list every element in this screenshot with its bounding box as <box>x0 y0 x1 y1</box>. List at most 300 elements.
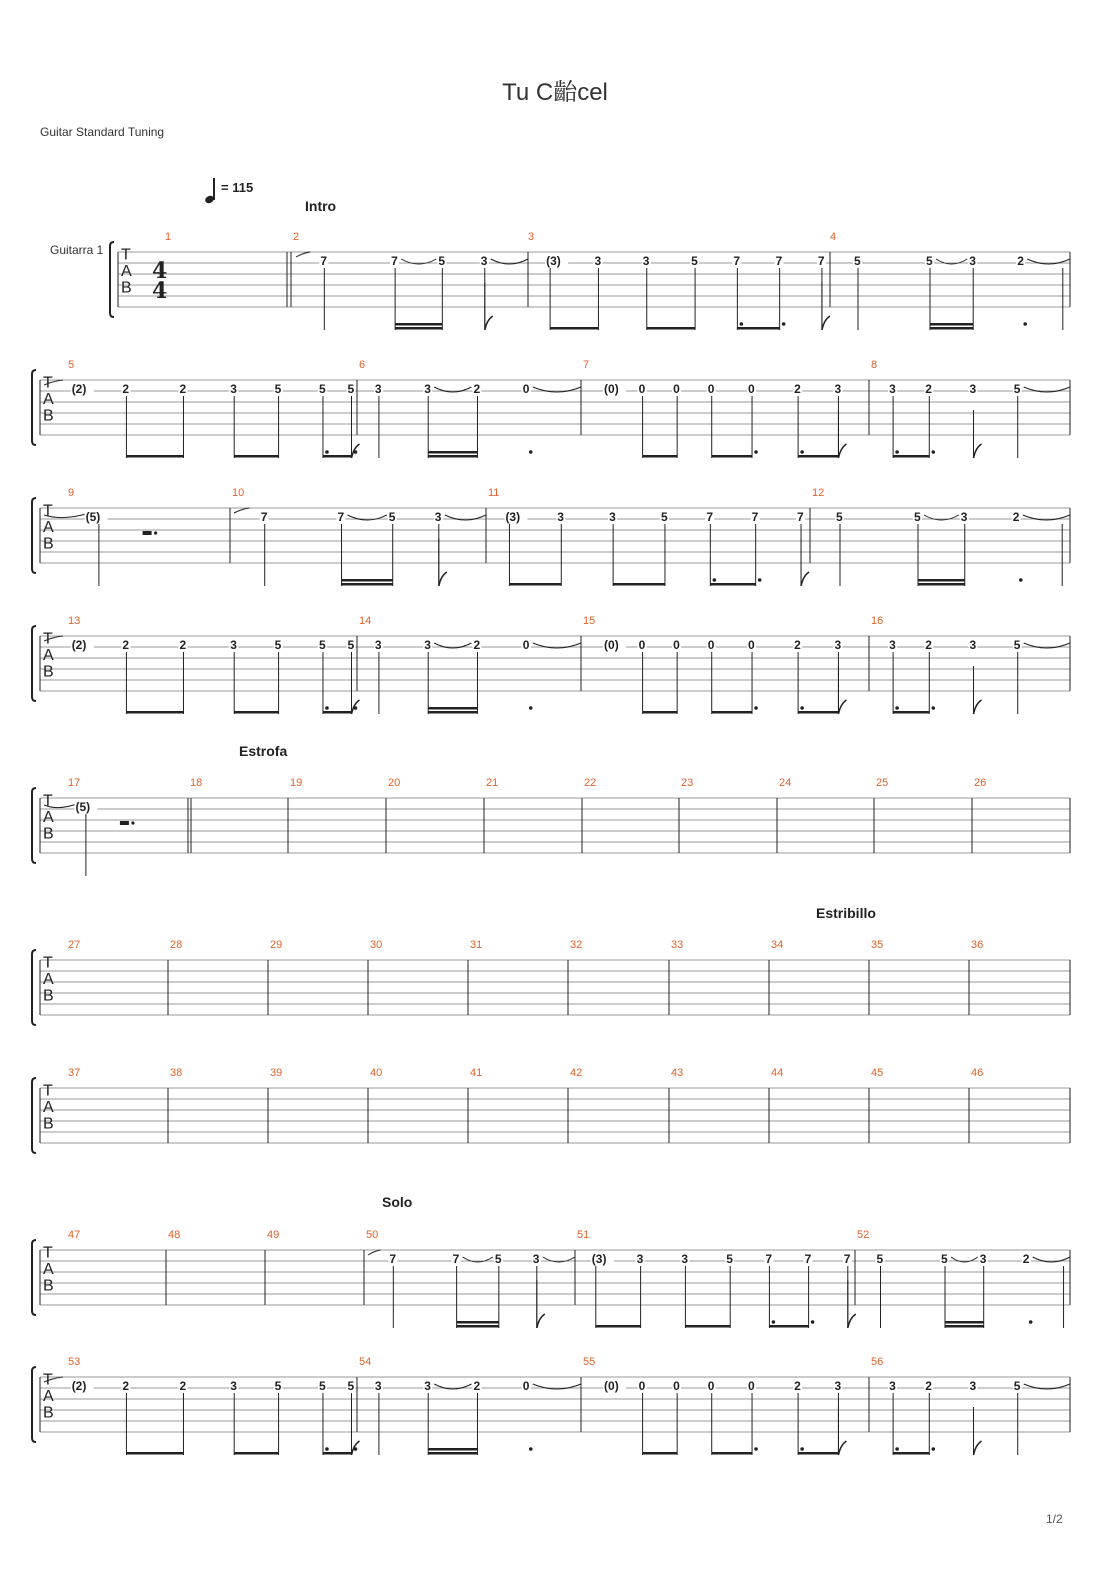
measure-number: 24 <box>779 777 792 789</box>
beam <box>395 327 442 330</box>
fret-number: 5 <box>347 638 355 652</box>
beam <box>342 579 393 582</box>
fret-number: 5 <box>318 638 326 652</box>
fret-number: 3 <box>969 1379 977 1393</box>
measure-number: 19 <box>290 777 303 789</box>
fret-number: 2 <box>1012 510 1020 524</box>
beam <box>323 711 352 714</box>
measure-number: 40 <box>370 1067 383 1079</box>
half-rest <box>120 821 129 825</box>
fret-number: 2 <box>473 382 481 396</box>
fret-number: 5 <box>1013 638 1021 652</box>
fret-number: (0) <box>604 382 619 396</box>
beam <box>428 1452 477 1455</box>
rhythm-dot <box>782 322 786 326</box>
eighth-flag <box>838 1441 846 1455</box>
track-name: Guitarra 1 <box>50 243 104 257</box>
fret-number: 0 <box>522 382 530 396</box>
measure-number: 36 <box>971 939 984 951</box>
fret-number: 0 <box>638 638 646 652</box>
fret-number: 0 <box>748 1379 755 1393</box>
fret-number: 5 <box>494 1252 502 1266</box>
beam <box>647 327 695 330</box>
measure-number: 12 <box>812 487 825 499</box>
beam <box>342 583 393 586</box>
beam <box>798 1452 838 1455</box>
slide-in <box>296 252 310 257</box>
fret-number: 7 <box>817 254 825 268</box>
fret-number: 3 <box>834 382 842 396</box>
tab-clef-letter: T <box>43 792 53 810</box>
fret-number: 3 <box>642 254 650 268</box>
measure-number: 41 <box>470 1067 483 1079</box>
beam <box>596 1325 641 1328</box>
beam <box>234 455 278 458</box>
fret-number: (2) <box>71 1379 87 1393</box>
tab-clef-letter: B <box>43 663 54 681</box>
fret-number: 2 <box>179 382 187 396</box>
beam <box>930 327 973 330</box>
fret-number: 2 <box>122 638 130 652</box>
tab-clef-letter: A <box>43 1388 54 1406</box>
fret-number: 3 <box>889 1379 896 1393</box>
tie-continuation <box>1070 387 1095 392</box>
fret-number: 7 <box>733 254 741 268</box>
rhythm-dot <box>325 450 329 454</box>
eighth-flag <box>848 1314 856 1328</box>
fret-number: (3) <box>505 510 521 524</box>
measure-number: 56 <box>871 1356 884 1368</box>
fret-number: (3) <box>546 254 561 268</box>
fret-number: 5 <box>318 1379 326 1393</box>
tempo-value: = 115 <box>221 180 254 195</box>
rhythm-dot <box>529 1447 533 1451</box>
beam <box>712 1452 752 1455</box>
fret-number: 0 <box>673 382 680 396</box>
fret-number: 5 <box>876 1252 884 1266</box>
fret-number: 3 <box>424 638 431 652</box>
fret-number: 0 <box>638 382 646 396</box>
fret-number: 2 <box>1022 1252 1030 1266</box>
eighth-flag <box>974 1441 982 1455</box>
rhythm-dot <box>131 821 134 824</box>
system-bracket <box>32 1367 36 1442</box>
measure-number: 29 <box>270 939 283 951</box>
fret-number: 3 <box>374 1379 382 1393</box>
measure-number: 34 <box>771 939 784 951</box>
tab-clef-letter: B <box>43 535 54 553</box>
fret-number: 2 <box>1017 254 1024 268</box>
beam <box>395 323 442 326</box>
fret-number: 5 <box>941 1252 948 1266</box>
fret-number: (5) <box>85 510 101 524</box>
tuning-label: Guitar Standard Tuning <box>40 125 165 139</box>
fret-number: 7 <box>452 1252 460 1266</box>
rhythm-dot <box>740 322 744 326</box>
fret-number: 7 <box>751 510 759 524</box>
measure-number: 8 <box>871 359 878 371</box>
beam <box>737 327 779 330</box>
rhythm-dot <box>325 706 329 710</box>
beam <box>126 455 183 458</box>
fret-number: 3 <box>424 382 431 396</box>
section-label: Intro <box>305 198 337 214</box>
measure-number: 49 <box>267 1229 280 1241</box>
fret-number: (0) <box>604 1379 619 1393</box>
tab-clef-letter: B <box>43 1115 54 1133</box>
fret-number: 3 <box>889 382 896 396</box>
rhythm-dot <box>800 450 804 454</box>
fret-number: 0 <box>748 638 755 652</box>
beam <box>126 1452 183 1455</box>
fret-number: 5 <box>274 638 282 652</box>
fret-number: 3 <box>230 382 237 396</box>
measure-number: 18 <box>190 777 203 789</box>
beam <box>457 1321 499 1324</box>
system-bracket <box>32 1240 36 1315</box>
measure-number: 2 <box>293 231 300 243</box>
beam <box>945 1321 984 1324</box>
measure-number: 10 <box>232 487 245 499</box>
fret-number: 2 <box>473 638 481 652</box>
measure-number: 4 <box>830 231 837 243</box>
tab-clef-letter: A <box>43 1261 54 1279</box>
beam <box>918 583 965 586</box>
fret-number: 5 <box>347 1379 355 1393</box>
measure-number: 17 <box>68 777 81 789</box>
eighth-flag <box>801 572 809 586</box>
fret-number: 5 <box>274 382 282 396</box>
fret-number: 7 <box>391 254 398 268</box>
rhythm-dot <box>811 1320 815 1324</box>
fret-number: 3 <box>979 1252 987 1266</box>
half-rest <box>143 531 152 535</box>
measure-number: 23 <box>681 777 694 789</box>
beam <box>685 1325 730 1328</box>
fret-number: 5 <box>274 1379 282 1393</box>
tab-clef-letter: B <box>43 407 54 425</box>
slide-in <box>234 508 249 513</box>
measure-number: 38 <box>170 1067 183 1079</box>
slide-in <box>368 1250 381 1255</box>
time-signature-top: 4 <box>152 258 168 284</box>
fret-number: 2 <box>925 638 932 652</box>
measure-number: 53 <box>68 1356 81 1368</box>
beam <box>550 327 598 330</box>
rhythm-dot <box>931 706 935 710</box>
measure-number: 51 <box>577 1229 590 1241</box>
beam <box>945 1325 984 1328</box>
fret-number: 2 <box>179 638 187 652</box>
fret-number: 2 <box>794 1379 801 1393</box>
fret-number: 3 <box>532 1252 540 1266</box>
measure-number: 13 <box>68 615 81 627</box>
measure-number: 27 <box>68 939 81 951</box>
measure-number: 45 <box>871 1067 884 1079</box>
fret-number: 2 <box>794 382 801 396</box>
rhythm-dot <box>931 450 935 454</box>
fret-number: 3 <box>424 1379 431 1393</box>
beam <box>712 455 752 458</box>
song-title: Tu C齝cel <box>502 79 608 106</box>
fret-number: 3 <box>960 510 968 524</box>
rhythm-dot <box>354 450 358 454</box>
rhythm-dot <box>354 1447 358 1451</box>
measure-number: 43 <box>671 1067 684 1079</box>
fret-number: 7 <box>765 1252 773 1266</box>
fret-number: 5 <box>1013 382 1021 396</box>
fret-number: 2 <box>122 382 130 396</box>
fret-number: 3 <box>834 1379 842 1393</box>
system-bracket <box>32 626 36 701</box>
rhythm-dot <box>931 1447 935 1451</box>
fret-number: 3 <box>889 638 896 652</box>
fret-number: 3 <box>969 254 976 268</box>
rhythm-dot <box>529 706 533 710</box>
measure-number: 32 <box>570 939 583 951</box>
measure-number: 46 <box>971 1067 984 1079</box>
beam <box>643 455 678 458</box>
tab-clef-letter: B <box>121 279 132 297</box>
beam <box>323 455 352 458</box>
tab-clef-letter: T <box>43 502 53 520</box>
eighth-flag <box>439 572 447 586</box>
measure-number: 33 <box>671 939 684 951</box>
tie-continuation <box>1070 643 1095 648</box>
beam <box>234 1452 278 1455</box>
tie-continuation <box>1070 1257 1097 1262</box>
beam <box>710 583 755 586</box>
measure-number: 30 <box>370 939 383 951</box>
fret-number: 5 <box>836 510 843 524</box>
rhythm-dot <box>895 1447 899 1451</box>
measure-number: 35 <box>871 939 884 951</box>
tab-clef-letter: A <box>43 647 54 665</box>
beam <box>428 711 477 714</box>
fret-number: 7 <box>389 1252 397 1266</box>
fret-number: 3 <box>480 254 488 268</box>
beam <box>643 711 678 714</box>
measure-number: 44 <box>771 1067 784 1079</box>
rhythm-dot <box>800 706 804 710</box>
measure-number: 5 <box>68 359 75 371</box>
measure-number: 54 <box>359 1356 372 1368</box>
system-bracket <box>110 242 114 317</box>
beam <box>798 711 838 714</box>
fret-number: 3 <box>609 510 616 524</box>
fret-number: 3 <box>374 638 382 652</box>
beam <box>798 455 838 458</box>
fret-number: (2) <box>71 382 87 396</box>
fret-number: 0 <box>707 638 715 652</box>
eighth-flag <box>537 1314 545 1328</box>
measure-number: 16 <box>871 615 884 627</box>
eighth-flag <box>838 444 846 458</box>
fret-number: (3) <box>591 1252 607 1266</box>
fret-number: 5 <box>854 254 861 268</box>
measure-number: 26 <box>974 777 987 789</box>
fret-number: 3 <box>230 638 237 652</box>
measure-number: 20 <box>388 777 401 789</box>
fret-number: 5 <box>926 254 933 268</box>
rhythm-dot <box>713 578 717 582</box>
fret-number: 3 <box>834 638 842 652</box>
fret-number: 7 <box>260 510 268 524</box>
beam <box>893 711 929 714</box>
fret-number: 7 <box>843 1252 851 1266</box>
rhythm-dot <box>754 450 758 454</box>
fret-number: 0 <box>748 382 755 396</box>
fret-number: 3 <box>969 382 977 396</box>
beam <box>126 711 183 714</box>
fret-number: 3 <box>374 382 382 396</box>
beam <box>509 583 561 586</box>
fret-number: 5 <box>1013 1379 1021 1393</box>
fret-number: 5 <box>318 382 326 396</box>
tab-clef-letter: T <box>43 954 53 972</box>
section-label: Estrofa <box>239 743 288 759</box>
rhythm-dot <box>772 1320 776 1324</box>
fret-number: (5) <box>75 800 91 814</box>
measure-number: 42 <box>570 1067 583 1079</box>
beam <box>643 1452 678 1455</box>
measure-number: 50 <box>366 1229 379 1241</box>
eighth-flag <box>485 316 493 330</box>
page-number: 1/2 <box>1046 1512 1063 1526</box>
beam <box>893 455 929 458</box>
beam <box>918 579 965 582</box>
rhythm-dot <box>354 706 358 710</box>
measure-number: 1 <box>165 231 172 243</box>
fret-number: (2) <box>71 638 87 652</box>
fret-number: 5 <box>726 1252 733 1266</box>
tab-clef-letter: A <box>43 971 54 989</box>
tie-continuation <box>1070 259 1100 264</box>
measure-number: 31 <box>470 939 483 951</box>
fret-number: 5 <box>660 510 668 524</box>
tab-clef-letter: T <box>43 1244 53 1262</box>
fret-number: 7 <box>804 1252 812 1266</box>
fret-number: 7 <box>775 254 783 268</box>
tab-clef-letter: A <box>43 1099 54 1117</box>
time-signature-bottom: 4 <box>152 278 168 304</box>
beam <box>613 583 665 586</box>
measure-number: 52 <box>857 1229 870 1241</box>
tab-clef-letter: B <box>43 1404 54 1422</box>
system-bracket <box>32 498 36 573</box>
tab-clef-letter: T <box>43 1371 53 1389</box>
fret-number: 3 <box>681 1252 689 1266</box>
rhythm-dot <box>754 1447 758 1451</box>
fret-number: 7 <box>797 510 804 524</box>
fret-number: 0 <box>707 382 715 396</box>
tab-clef-letter: T <box>43 630 53 648</box>
fret-number: 5 <box>347 382 355 396</box>
measure-number: 37 <box>68 1067 81 1079</box>
rhythm-dot <box>758 578 762 582</box>
measure-number: 22 <box>584 777 597 789</box>
rhythm-dot <box>800 1447 804 1451</box>
beam <box>428 451 477 454</box>
tab-clef-letter: A <box>43 391 54 409</box>
beam <box>323 1452 352 1455</box>
measure-number: 21 <box>486 777 499 789</box>
tab-clef-letter: T <box>43 1082 53 1100</box>
fret-number: 5 <box>914 510 921 524</box>
tab-clef-letter: T <box>43 374 53 392</box>
beam <box>712 711 752 714</box>
eighth-flag <box>838 700 846 714</box>
measure-number: 47 <box>68 1229 81 1241</box>
measure-number: 9 <box>68 487 75 499</box>
system-bracket <box>32 1078 36 1153</box>
fret-number: 5 <box>388 510 396 524</box>
tab-clef-letter: B <box>43 825 54 843</box>
eighth-flag <box>822 316 830 330</box>
tab-clef-letter: A <box>43 809 54 827</box>
rhythm-dot <box>895 706 899 710</box>
measure-number: 15 <box>583 615 596 627</box>
measure-number: 48 <box>168 1229 181 1241</box>
fret-number: 0 <box>673 638 680 652</box>
fret-number: 3 <box>434 510 442 524</box>
system-bracket <box>32 788 36 863</box>
fret-number: 3 <box>969 638 977 652</box>
tab-clef-letter: A <box>121 263 132 281</box>
fret-number: 5 <box>691 254 698 268</box>
fret-number: 2 <box>473 1379 481 1393</box>
tab-clef-letter: B <box>43 1277 54 1295</box>
fret-number: 3 <box>594 254 602 268</box>
section-label: Estribillo <box>816 905 876 921</box>
beam <box>234 711 278 714</box>
eighth-flag <box>974 444 982 458</box>
fret-number: 7 <box>337 510 345 524</box>
fret-number: (0) <box>604 638 619 652</box>
rhythm-dot <box>1029 1320 1033 1324</box>
rhythm-dot <box>754 706 758 710</box>
measure-number: 3 <box>528 231 535 243</box>
measure-number: 39 <box>270 1067 283 1079</box>
beam <box>428 1448 477 1451</box>
fret-number: 7 <box>320 254 328 268</box>
fret-number: 0 <box>522 1379 530 1393</box>
fret-number: 7 <box>706 510 714 524</box>
measure-number: 25 <box>876 777 889 789</box>
fret-number: 0 <box>522 638 530 652</box>
fret-number: 2 <box>925 382 932 396</box>
fret-number: 2 <box>925 1379 932 1393</box>
fret-number: 2 <box>794 638 801 652</box>
fret-number: 2 <box>122 1379 130 1393</box>
section-label: Solo <box>382 1194 413 1210</box>
rhythm-dot <box>1023 322 1027 326</box>
measure-number: 55 <box>583 1356 596 1368</box>
measure-number: 7 <box>583 359 590 371</box>
fret-number: 0 <box>707 1379 715 1393</box>
fret-number: 2 <box>179 1379 187 1393</box>
tie-continuation <box>1070 515 1103 520</box>
rhythm-dot <box>529 450 533 454</box>
fret-number: 5 <box>438 254 446 268</box>
rhythm-dot <box>154 531 157 534</box>
eighth-flag <box>974 700 982 714</box>
beam <box>428 455 477 458</box>
rhythm-dot <box>1019 578 1023 582</box>
fret-number: 0 <box>673 1379 680 1393</box>
system-bracket <box>32 950 36 1025</box>
tab-clef-letter: T <box>121 246 131 264</box>
